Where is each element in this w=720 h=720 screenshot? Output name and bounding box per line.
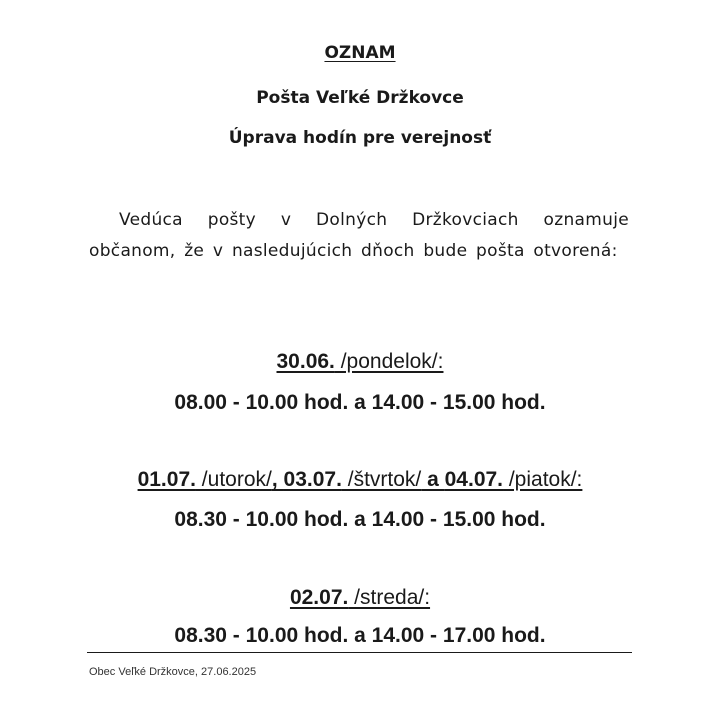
hours-1: 08.00 - 10.00 hod. a 14.00 - 15.00 hod. [174,391,546,414]
date-3: 02.07. [289,586,349,609]
date-1: 30.06. [276,350,335,373]
notice-title-text: OZNAM [324,43,396,63]
intro-paragraph [89,205,629,267]
intro-text: Vedúca pošty v Dolných Držkovciach oznamuje občanom, že v nasledujúcich dňoch bude pošta otvorená: [89,210,629,261]
separator-2a: , [271,468,284,491]
footer-divider [87,652,632,653]
post-office-name: Pošta Veľké Držkovce [256,88,464,108]
weekday-2b: /štvrtok/ [341,468,422,491]
notice-subtitle: Úprava hodín pre verejnosť [228,128,492,148]
schedule-day-3 [0,584,720,612]
schedule-day-1 [0,348,720,376]
schedule-day-2 [0,466,720,494]
weekday-3: /streda/: [348,586,431,609]
notice-title [0,42,720,64]
separator-2b: a [421,468,445,491]
date-2c: 04.07. [444,468,504,491]
weekday-2c: /piatok/: [503,468,583,491]
hours-3: 08.30 - 10.00 hod. a 14.00 - 17.00 hod. [174,624,546,647]
date-2a: 01.07. [137,468,196,491]
weekday-1: /pondelok/: [334,350,444,373]
date-2b: 03.07. [283,468,342,491]
weekday-2a: /utorok/ [195,468,272,491]
footer-text: Obec Veľké Držkovce, 27.06.2025 [89,666,257,678]
hours-2: 08.30 - 10.00 hod. a 14.00 - 15.00 hod. [174,508,546,531]
